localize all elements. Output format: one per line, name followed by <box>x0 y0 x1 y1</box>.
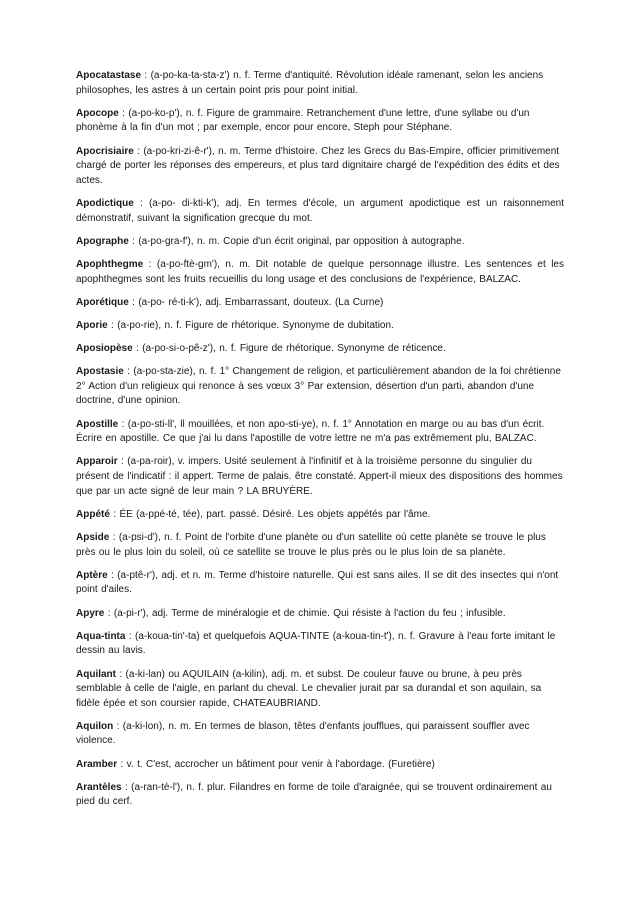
entry-definition: : (a-pa-roir), v. impers. Usité seulement à l'infinitif et à la troisième personne du singulier du présent de l'indicatif : il appert. Terme de palais. être constaté. Appert-il mieux des dispositions des hommes que par un acte signé de leur main ? LA BRUYÈRE. <box>76 456 563 497</box>
entry-definition: : (a-po-gra-f'), n. m. Copie d'un écrit original, par opposition à autographe. <box>128 235 465 247</box>
entry-term: Apyre <box>76 607 105 619</box>
entry-apyre <box>76 607 564 622</box>
entry-definition: : (a-po-si-o-pê-z'), n. f. Figure de rhétorique. Synonyme de réticence. <box>132 343 446 355</box>
entry-term: Apostasie <box>76 366 124 378</box>
entry-aquilon <box>76 720 564 749</box>
entry-apocatastase <box>76 69 564 98</box>
entry-term: Appété <box>76 508 110 520</box>
entry-aramber <box>76 758 564 773</box>
entry-term: Apside <box>76 531 110 543</box>
entry-term: Apocatastase <box>76 70 142 81</box>
entry-term: Aqua-tinta <box>76 630 126 642</box>
entry-definition: : ÉE (a-ppé-té, tée), part. passé. Désiré. Les objets appétés par l'âme. <box>109 508 431 520</box>
entry-definition: : (a-ptê-r'), adj. et n. m. Terme d'histoire naturelle. Qui est sans ailes. Il se dit des insectes qui n'ont point d'ailes. <box>76 569 559 596</box>
entry-apocrisiaire <box>76 145 564 189</box>
entry-aporetique <box>76 296 564 311</box>
entry-definition: : (a-po-ka-ta-sta-z') n. f. Terme d'antiquité. Révolution idéale ramenant, selon les anciens philosophes, les astres à un certain point pris pour point initial. <box>76 70 544 96</box>
dictionary-page <box>76 69 564 819</box>
entry-term: Aquilon <box>76 720 114 732</box>
entry-definition: : (a-ki-lan) ou AQUILAIN (a-kilin), adj. m. et subst. De couleur fauve ou brune, à peu près semblable à celle de l'aigle, en parlant du cheval. Le chevalier jurait par sa durandal et son aquilain, sa fidèle épée et son coursier rapide, CHATEAUBRIAND. <box>76 668 542 709</box>
entry-apodictique <box>76 197 564 226</box>
entry-definition: : (a-ran-tè-l'), n. f. plur. Filandres en forme de toile d'araignée, qui se trouvent ordinairement au pied du cerf. <box>76 781 552 808</box>
entry-aquilant <box>76 668 564 712</box>
entry-term: Aposiopèse <box>76 343 133 355</box>
entry-apostille <box>76 418 564 447</box>
entry-apophthegme <box>76 258 564 287</box>
entry-definition: : (a-po-sta-zie), n. f. 1° Changement de religion, et particulièrement abandon de la foi chrétienne 2° Action d'un religieux qui renonce à ses vœux 3° Par extension, désertion d'un parti, abandon d'une doctrine, d'une opinion. <box>76 366 561 407</box>
entry-term: Apparoir <box>76 456 118 468</box>
entry-definition: : (a-po-rie), n. f. Figure de rhétorique. Synonyme de dubitation. <box>107 319 394 331</box>
entry-definition: : (a-po-kri-zi-ê-r'), n. m. Terme d'histoire. Chez les Grecs du Bas-Empire, officier primitivement chargé de porter les réponses des empereurs, et plus tard dignitaire chargé de l'expédition des édits et des actes. <box>76 145 560 186</box>
entry-appete <box>76 508 564 523</box>
entry-term: Apocope <box>76 107 119 119</box>
entry-definition: : (a-po- ré-ti-k'), adj. Embarrassant, douteux. (La Curne) <box>128 296 384 308</box>
entry-definition: : (a-psi-d'), n. f. Point de l'orbite d'une planète ou d'un satellite où cette planète se trouve le plus près ou le plus loin du soleil, où ce satellite se trouve le plus près ou le plus loin de sa planète. <box>76 531 546 558</box>
entry-term: Aramber <box>76 758 118 770</box>
entry-aporie <box>76 319 564 334</box>
entry-term: Apocrisiaire <box>76 145 134 157</box>
entry-term: Arantèles <box>76 781 122 793</box>
entry-term: Aporétique <box>76 296 129 308</box>
entry-apside <box>76 531 564 560</box>
entry-definition: : (a-po-ftè-gm'), n. m. Dit notable de quelque personnage illustre. Les sentences et les apophthegmes sont les fruits recueillis du long usage et des conclusions de l'expérience, BALZAC. <box>76 258 564 285</box>
entry-aptere <box>76 569 564 598</box>
entry-term: Apostille <box>76 418 119 430</box>
entry-aranteles <box>76 781 564 810</box>
entry-term: Aquilant <box>76 668 116 680</box>
entry-aposiopese <box>76 342 564 357</box>
entry-apocope <box>76 107 564 136</box>
entry-definition: : (a-po-ko-p'), n. f. Figure de grammaire. Retranchement d'une lettre, d'une syllabe ou d'un phonème à la fin d'un mot ; par exemple, encor pour encore, Steph pour Stéphane. <box>76 107 530 134</box>
entry-definition: : (a-pi-r'), adj. Terme de minéralogie et de chimie. Qui résiste à l'action du feu ; infusible. <box>104 607 506 619</box>
entry-term: Apographe <box>76 235 129 247</box>
entry-apparoir <box>76 455 564 499</box>
entry-term: Aptère <box>76 569 108 581</box>
entry-term: Apophthegme <box>76 258 144 270</box>
entry-term: Aporie <box>76 319 108 331</box>
entry-definition: : (a-po-sti-ll', ll mouillées, et non apo-sti-ye), n. f. 1° Annotation en marge ou au bas d'un écrit. Écrire en apostille. Ce que j'ai lu dans l'apostille de votre lettre ne m'a pas extrêmement plu, BALZAC. <box>76 418 545 445</box>
entry-apographe <box>76 235 564 250</box>
entry-apostasie <box>76 365 564 409</box>
entry-definition: : (a-koua-tin'-ta) et quelquefois AQUA-TINTE (a-koua-tin-t'), n. f. Gravure à l'eau forte imitant le dessin au lavis. <box>76 630 556 657</box>
entry-aqua-tinta <box>76 630 564 659</box>
entry-definition: : v. t. C'est, accrocher un bâtiment pour venir à l'abordage. (Furetière) <box>117 758 435 770</box>
entry-definition: : (a-po- di-kti-k'), adj. En termes d'école, un argument apodictique est un raisonnement démonstratif, suivant la signification grecque du mot. <box>76 197 564 224</box>
entry-term: Apodictique <box>76 197 134 209</box>
entry-definition: : (a-ki-lon), n. m. En termes de blason, têtes d'enfants joufflues, qui paraissent souffler avec violence. <box>76 720 530 747</box>
